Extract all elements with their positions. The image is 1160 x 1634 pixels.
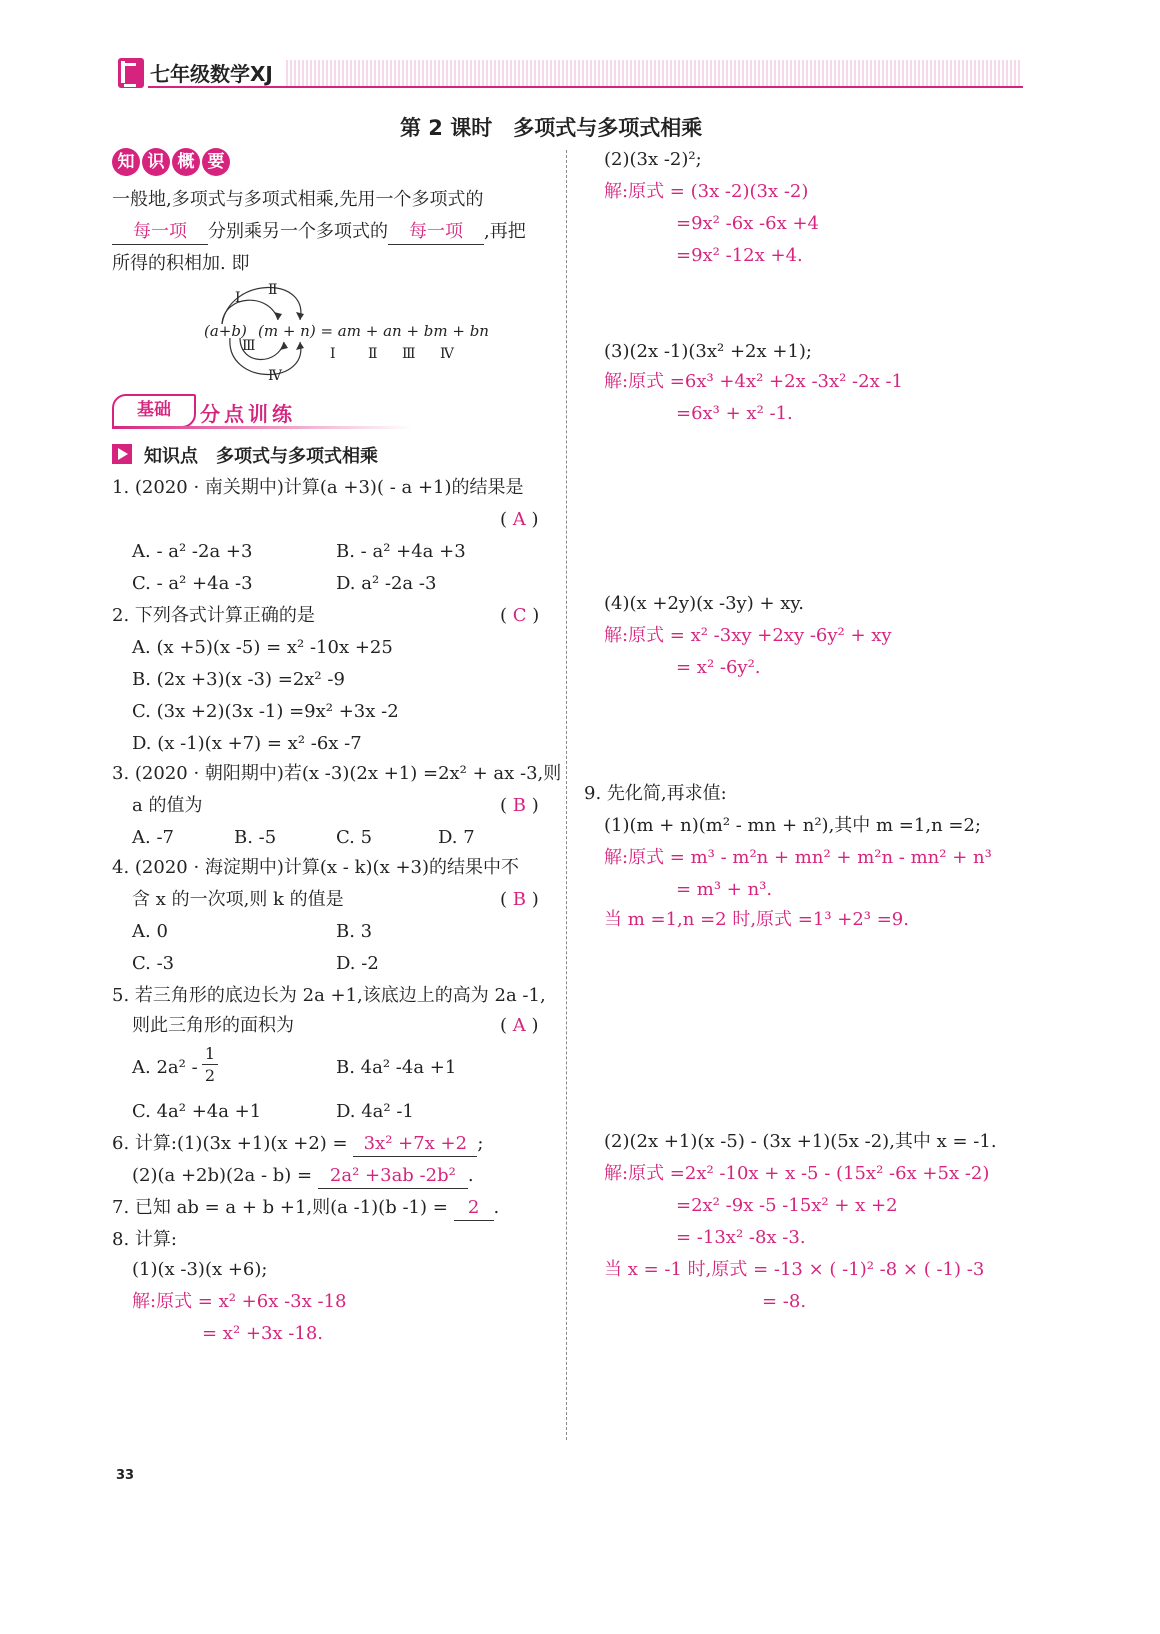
q7-answer: 2 <box>454 1196 494 1221</box>
q4-option: B. 3 <box>336 921 373 942</box>
header-rule <box>148 86 1023 88</box>
book-title: 七年级数学XJ <box>150 62 273 86</box>
q8-part2-solution: =9x² -12x +4. <box>676 245 803 266</box>
q1-option: A. - a² -2a +3 <box>132 541 253 562</box>
q3-stem: 3. (2020 · 朝阳期中)若(x -3)(2x +1) =2x² + ax -3,则 <box>112 763 562 784</box>
header-stripe <box>286 60 1022 86</box>
q6-answer-2: 2a² +3ab -2b² <box>318 1164 468 1189</box>
column-divider <box>566 150 567 1440</box>
q4-option: A. 0 <box>132 921 168 942</box>
badge-char: 概 <box>172 148 200 176</box>
q9-part1-question: (1)(m + n)(m² - mn + n²),其中 m =1,n =2; <box>604 815 981 836</box>
q5-option: A. 2a² - <box>132 1057 198 1078</box>
q8-part2-solution: 解:原式 = (3x -2)(3x -2) <box>604 181 809 202</box>
q1-stem: 1. (2020 · 南关期中)计算(a +3)( - a +1)的结果是 <box>112 477 524 498</box>
q3-stem: a 的值为 <box>132 795 203 816</box>
q2-option: D. (x -1)(x +7) = x² -6x -7 <box>132 733 362 754</box>
diagram-right: (m + n) = am + an + bm + bn <box>258 322 489 340</box>
q4-stem: 4. (2020 · 海淀期中)计算(x - k)(x +3)的结果中不 <box>112 857 519 878</box>
q5-option: D. 4a² -1 <box>336 1101 414 1122</box>
q1-answer: ( A ) <box>500 509 539 530</box>
fraction-denominator: 2 <box>204 1066 216 1085</box>
badge-char: 要 <box>202 148 230 176</box>
q5-option: C. 4a² +4a +1 <box>132 1101 262 1122</box>
q9-stem: 9. 先化简,再求值: <box>584 783 727 804</box>
q1-option: D. a² -2a -3 <box>336 573 437 594</box>
q4-option: D. -2 <box>336 953 379 974</box>
diagram-term-label: Ⅲ <box>402 346 416 362</box>
diagram-term-label: Ⅰ <box>330 346 336 362</box>
basics-badge: 基础 <box>112 394 196 428</box>
q7-line: 7. 已知 ab = a + b +1,则(a -1)(b -1) = 2 . <box>112 1196 499 1221</box>
q6-answer-1: 3x² +7x +2 <box>353 1132 477 1157</box>
q2-option: B. (2x +3)(x -3) =2x² -9 <box>132 669 345 690</box>
q9-part1-solution: 解:原式 = m³ - m²n + mn² + m²n - mn² + n³ <box>604 847 992 868</box>
q8-part1-solution: = x² +3x -18. <box>202 1323 324 1344</box>
summary-mid: 分别乘另一个多项式的 <box>208 221 388 242</box>
q3-option: A. -7 <box>132 827 174 848</box>
q4-stem: 含 x 的一次项,则 k 的值是 <box>132 889 344 910</box>
q9-part1-solution: = m³ + n³. <box>676 879 773 900</box>
diagram-top-label: Ⅱ <box>268 282 278 298</box>
summary-badge <box>112 148 232 176</box>
q3-answer: ( B ) <box>500 795 539 816</box>
q8-part4-solution: 解:原式 = x² -3xy +2xy -6y² + xy <box>604 625 892 646</box>
q3-option: C. 5 <box>336 827 373 848</box>
q6-line-1: 6. 计算:(1)(3x +1)(x +2) = 3x² +7x +2 ; <box>112 1132 483 1157</box>
section-title: 分点训练 <box>200 402 296 426</box>
lesson-title: 第 2 课时 多项式与多项式相乘 <box>400 116 703 140</box>
play-triangle-icon <box>112 444 132 464</box>
q9-part2-evaluation: = -8. <box>762 1291 807 1312</box>
fraction-numerator: 1 <box>202 1044 218 1065</box>
summary-text-1: 一般地,多项式与多项式相乘,先用一个多项式的 <box>112 189 484 210</box>
q8-part4-question: (4)(x +2y)(x -3y) + xy. <box>604 593 804 614</box>
diagram-left: (a+b) <box>204 322 247 340</box>
badge-char: 知 <box>112 148 140 176</box>
diagram-term-label: Ⅱ <box>368 346 378 362</box>
q5-stem: 5. 若三角形的底边长为 2a +1,该底边上的高为 2a -1, <box>112 985 546 1006</box>
q9-part2-solution: 解:原式 =2x² -10x + x -5 - (15x² -6x +5x -2) <box>604 1163 990 1184</box>
q5-option: B. 4a² -4a +1 <box>336 1057 457 1078</box>
summary-text-3: 所得的积相加. 即 <box>112 253 250 274</box>
q9-part1-evaluation: 当 m =1,n =2 时,原式 =1³ +2³ =9. <box>604 909 909 930</box>
q8-part3-solution: 解:原式 =6x³ +4x² +2x -3x² -2x -1 <box>604 371 904 392</box>
q2-option: C. (3x +2)(3x -1) =9x² +3x -2 <box>132 701 399 722</box>
q1-option: B. - a² +4a +3 <box>336 541 466 562</box>
q8-part2-solution: =9x² -6x -6x +4 <box>676 213 819 234</box>
summary-end: ,再把 <box>484 221 526 242</box>
section-underline <box>112 426 412 429</box>
diagram-bottom-label: Ⅲ <box>242 338 256 354</box>
knowledge-point-label: 知识点 多项式与多项式相乘 <box>144 446 378 467</box>
diagram-bottom-label: Ⅳ <box>268 368 282 384</box>
q4-answer: ( B ) <box>500 889 539 910</box>
q1-option: C. - a² +4a -3 <box>132 573 253 594</box>
summary-blank-2: 每一项 <box>388 220 484 245</box>
q9-part2-solution: =2x² -9x -5 -15x² + x +2 <box>676 1195 898 1216</box>
q6-line-2: (2)(a +2b)(2a - b) = 2a² +3ab -2b² . <box>132 1164 474 1189</box>
q2-answer: ( C ) <box>500 605 540 626</box>
diagram-top-label: Ⅰ <box>235 290 241 306</box>
q8-stem: 8. 计算: <box>112 1229 177 1250</box>
q5-stem: 则此三角形的面积为 <box>132 1015 294 1036</box>
q5-answer: ( A ) <box>500 1015 539 1036</box>
q8-part4-solution: = x² -6y². <box>676 657 761 678</box>
summary-blank-1: 每一项 <box>112 220 208 245</box>
q3-option: D. 7 <box>438 827 475 848</box>
summary-text-2 <box>112 220 526 245</box>
page-number: 33 <box>116 1468 135 1483</box>
q2-option: A. (x +5)(x -5) = x² -10x +25 <box>132 637 393 658</box>
badge-char: 识 <box>142 148 170 176</box>
diagram-term-label: Ⅳ <box>440 346 454 362</box>
q8-part3-question: (3)(2x -1)(3x² +2x +1); <box>604 341 812 362</box>
q2-stem: 2. 下列各式计算正确的是 <box>112 605 315 626</box>
q8-part1-question: (1)(x -3)(x +6); <box>132 1259 268 1280</box>
q8-part3-solution: =6x³ + x² -1. <box>676 403 793 424</box>
q8-part1-solution: 解:原式 = x² +6x -3x -18 <box>132 1291 347 1312</box>
q9-part2-solution: = -13x² -8x -3. <box>676 1227 806 1248</box>
q9-part2-evaluation: 当 x = -1 时,原式 = -13 × ( -1)² -8 × ( -1) -3 <box>604 1259 985 1280</box>
q9-part2-question: (2)(2x +1)(x -5) - (3x +1)(5x -2),其中 x = -1. <box>604 1131 997 1152</box>
q4-option: C. -3 <box>132 953 175 974</box>
q8-part2-question: (2)(3x -2)²; <box>604 149 702 170</box>
q3-option: B. -5 <box>234 827 277 848</box>
logo-icon <box>118 58 144 88</box>
